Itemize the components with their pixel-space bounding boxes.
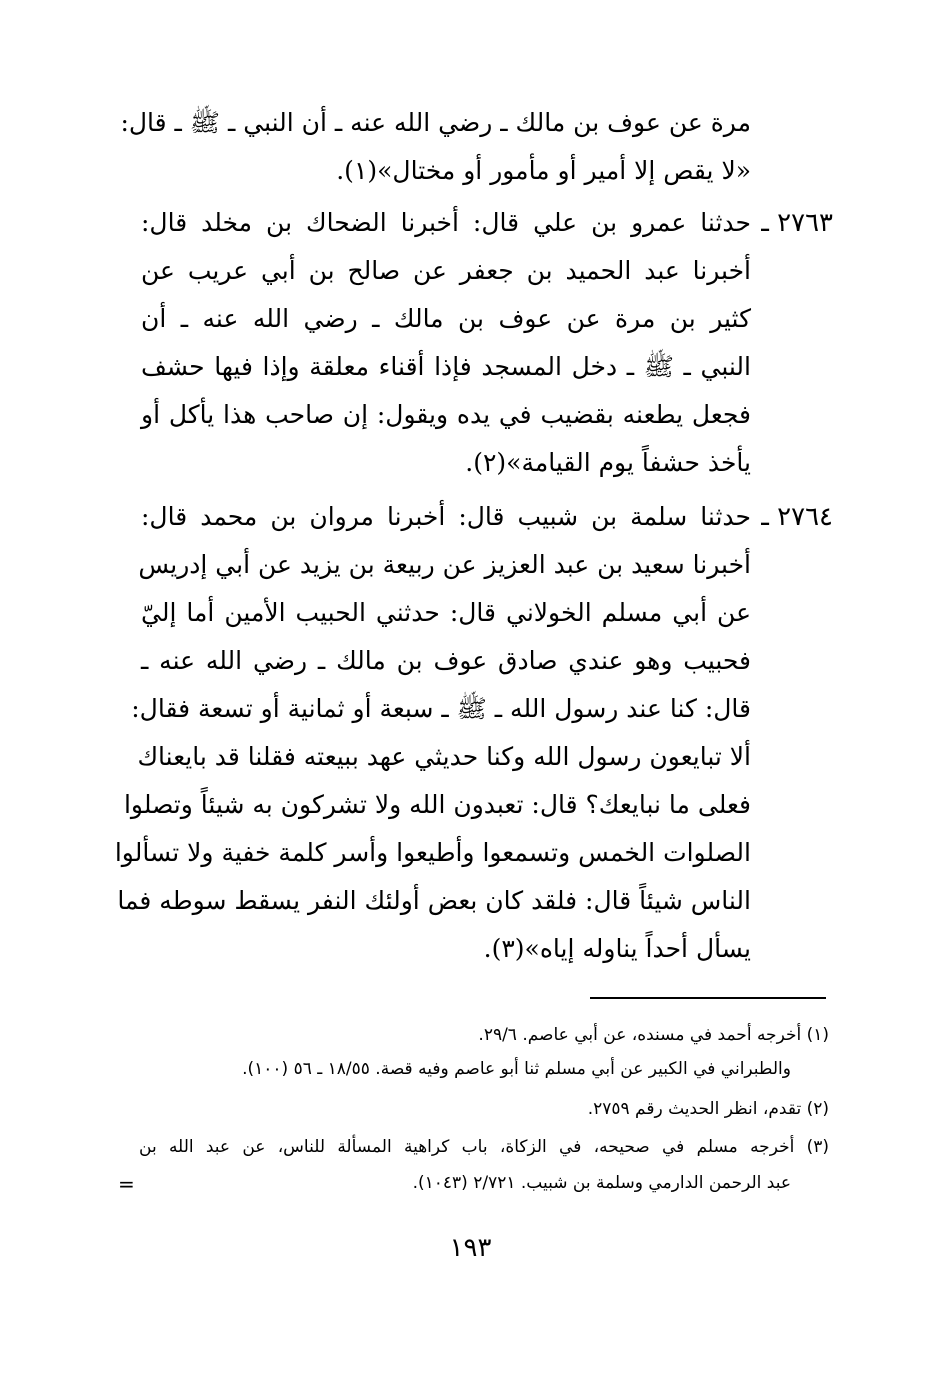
page-number: ١٩٣	[449, 1233, 492, 1263]
body-line: يسأل أحداً يناوله إياه»(٣).	[483, 934, 751, 963]
body-line: فحبيب وهو عندي صادق عوف بن مالك ـ رضي الله عنه ـ	[141, 646, 751, 675]
body-line: فعلى ما نبايعك؟ قال: تعبدون الله ولا تشركون به شيئاً وتصلوا	[123, 790, 751, 819]
body-line: أخبرنا سعيد بن عبد العزيز عن ربيعة بن يزيد عن أبي إدريس	[138, 550, 751, 579]
footnote-separator	[590, 997, 826, 999]
body-line: مرة عن عوف بن مالك ـ رضي الله عنه ـ أن النبي ـ ﷺ ـ قال:	[120, 108, 751, 137]
body-line: حدثنا عمرو بن علي قال: أخبرنا الضحاك بن مخلد قال:	[141, 208, 751, 237]
body-line: عن أبي مسلم الخولاني قال: حدثني الحبيب الأمين أما إليّ	[141, 598, 751, 627]
footnote-line: (١) أخرجه أحمد في مسنده، عن أبي عاصم. ٢٩/٦.	[478, 1025, 829, 1045]
footnote-line: والطبراني في الكبير عن أبي مسلم ثنا أبو عاصم وفيه قصة. ١٨/٥٥ ـ ٥٦ (١٠٠).	[242, 1059, 791, 1079]
body-line: يأخذ حشفاً يوم القيامة»(٢).	[465, 448, 751, 477]
body-line: ألا تبايعون رسول الله وكنا حديثي عهد ببيعته فقلنا قد بايعناك	[137, 742, 751, 771]
body-line: النبي ـ ﷺ ـ دخل المسجد فإذا أقناء معلقة وإذا فيها حشف	[141, 352, 751, 381]
body-line: قال: كنا عند رسول الله ـ ﷺ ـ سبعة أو ثمانية أو تسعة فقال:	[131, 694, 751, 723]
hadith-number: ٢٧٦٣ ـ	[761, 208, 833, 238]
continuation-mark: =	[118, 1172, 135, 1196]
body-line: كثير بن مرة عن عوف بن مالك ـ رضي الله عنه ـ أن	[141, 304, 751, 333]
body-line: الصلوات الخمس وتسمعوا وأطيعوا وأسر كلمة خفية ولا تسألوا	[114, 838, 751, 867]
body-line: أخبرنا عبد الحميد بن جعفر عن صالح بن أبي عريب عن	[141, 256, 751, 285]
body-line: حدثنا سلمة بن شبيب قال: أخبرنا مروان بن محمد قال:	[141, 502, 751, 531]
body-line: فجعل يطعنه بقضيب في يده ويقول: إن صاحب هذا يأكل أو	[141, 400, 751, 429]
footnote-line: (٣) أخرجه مسلم في صحيحه، في الزكاة، باب كراهية المسألة للناس، عن عبد الله بن	[139, 1137, 829, 1157]
hadith-number: ٢٧٦٤ ـ	[761, 502, 833, 532]
footnote-line: عبد الرحمن الدارمي وسلمة بن شبيب. ٢/٧٢١ (١٠٤٣).	[412, 1173, 791, 1193]
body-line: الناس شيئاً قال: فلقد كان بعض أولئك النفر يسقط سوطه فما	[117, 886, 751, 915]
footnote-line: (٢) تقدم، انظر الحديث رقم ٢٧٥٩.	[587, 1099, 829, 1119]
body-line: «لا يقص إلا أمير أو مأمور أو مختال»(١).	[336, 156, 751, 185]
